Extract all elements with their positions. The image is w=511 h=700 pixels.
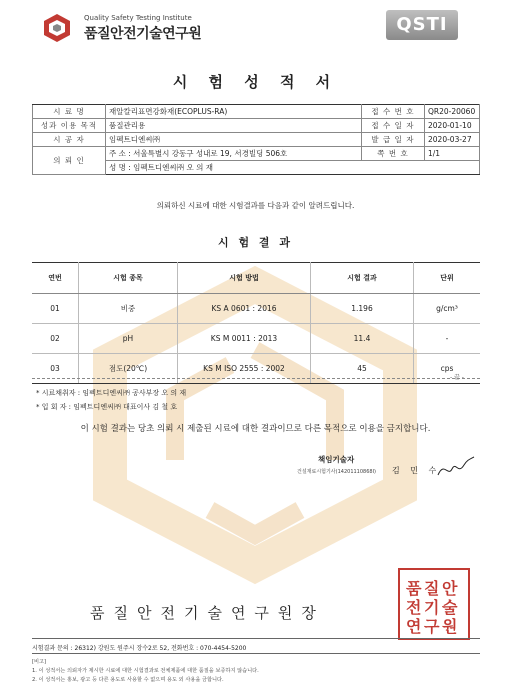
responsible-role: 책임기술자 — [318, 455, 355, 464]
supplier-value: 임펙트디엔씨㈜ — [106, 133, 362, 147]
col-no: 연번 — [32, 263, 79, 294]
notes-line: 1. 이 성적서는 의뢰자가 제시한 시료에 대한 시험결과로 전체제품에 대한 품질을 보증하지 않습니다. — [32, 668, 259, 674]
qsti-badge: QSTI — [386, 10, 458, 40]
row-method: KS A 0601 : 2016 — [178, 294, 311, 324]
col-method: 시험 방법 — [178, 263, 311, 294]
table-row — [32, 354, 480, 384]
engineer-certificate: 건설재료시험기사(14201110868I) — [297, 469, 377, 475]
receipt-date-label: 접 수 일 자 — [362, 119, 425, 133]
table-row — [32, 324, 480, 354]
row-item: 점도(20℃) — [79, 354, 178, 384]
row-no: 02 — [32, 324, 79, 354]
row-no: 03 — [32, 354, 79, 384]
institute-logo-icon — [42, 13, 72, 43]
end-mark: - 끝 - — [450, 374, 464, 381]
receipt-no-value: QR20-20060 — [425, 105, 480, 119]
col-item: 시험 종목 — [79, 263, 178, 294]
client-name: 성 명 : 임펙트디엔씨㈜ 오 의 재 — [106, 161, 480, 175]
results-title: 시 험 결 과 — [218, 236, 293, 249]
issue-date-label: 발 급 일 자 — [362, 133, 425, 147]
footer-divider — [32, 638, 480, 639]
purpose-value: 품질관리용 — [106, 119, 362, 133]
footer-divider — [32, 653, 480, 654]
divider — [32, 378, 480, 379]
row-unit: g/cm³ — [414, 294, 481, 324]
results-table — [32, 262, 480, 384]
sample-label: 시 료 명 — [33, 105, 106, 119]
notes-line: 2. 이 성적서는 홍보, 광고 등 다른 용도로 사용할 수 없으며 용도 외 사용을 금합니다. — [32, 677, 224, 683]
row-no: 01 — [32, 294, 79, 324]
info-table — [32, 104, 480, 175]
col-result: 시험 결과 — [311, 263, 414, 294]
results-header-row — [32, 263, 480, 294]
row-result: 11.4 — [311, 324, 414, 354]
logo-subtitle: Quality Safety Testing Institute — [84, 14, 192, 22]
usage-statement: 이 시험 결과는 당초 의뢰 시 제출된 시료에 대한 결과이므로 다른 목적으로 이용을 금지합니다. — [80, 424, 431, 434]
page-no-label: 쪽 번 호 — [362, 147, 425, 161]
contact-info: 시험결과 문의 : 26312) 강원도 원주시 장수2로 52, 전화번호 : 070-4454-5200 — [32, 645, 247, 652]
official-seal: 품 질 안 전 기 술 연 구 원 — [398, 568, 470, 640]
notice-text: 의뢰하신 시료에 대한 시험결과를 다음과 같이 알려드립니다. — [156, 201, 355, 210]
notes-block — [32, 658, 259, 685]
signature-icon — [436, 455, 476, 481]
supplier-label: 시 공 자 — [33, 133, 106, 147]
col-unit: 단위 — [414, 263, 481, 294]
row-result: 45 — [311, 354, 414, 384]
row-result: 1.196 — [311, 294, 414, 324]
sample-value: 재알칼리표면강화재(ECOPLUS-RA) — [106, 105, 362, 119]
row-unit: cps — [414, 354, 481, 384]
engineer-name: 김 민 수 — [392, 466, 441, 475]
client-address: 주 소 : 서울특별시 강동구 성내로 19, 서경빌딩 506호 — [106, 147, 362, 161]
client-label: 의 뢰 인 — [33, 147, 106, 175]
issue-date-value: 2020-03-27 — [425, 133, 480, 147]
row-method: KS M ISO 2555 : 2002 — [178, 354, 311, 384]
receipt-no-label: 접 수 번 호 — [362, 105, 425, 119]
row-method: KS M 0011 : 2013 — [178, 324, 311, 354]
institute-name: 품질안전기술연구원장 — [90, 604, 325, 622]
row-item: 비중 — [79, 294, 178, 324]
document-title: 시 험 성 적 서 — [172, 73, 339, 91]
logo-title: 품질안전기술연구원 — [84, 26, 202, 42]
row-item: pH — [79, 324, 178, 354]
row-unit: - — [414, 324, 481, 354]
purpose-label: 성과 이용 목적 — [33, 119, 106, 133]
receipt-date-value: 2020-01-10 — [425, 119, 480, 133]
sampler-line: * 시료채취자 : 임펙트디엔씨㈜ 공사부장 오 의 재 — [36, 389, 187, 397]
page-no-value: 1/1 — [425, 147, 480, 161]
table-row — [32, 294, 480, 324]
witness-line: * 입 회 자 : 임펙트디엔씨㈜ 대표이사 김 철 호 — [36, 403, 178, 411]
notes-heading: [비고] — [32, 659, 47, 665]
